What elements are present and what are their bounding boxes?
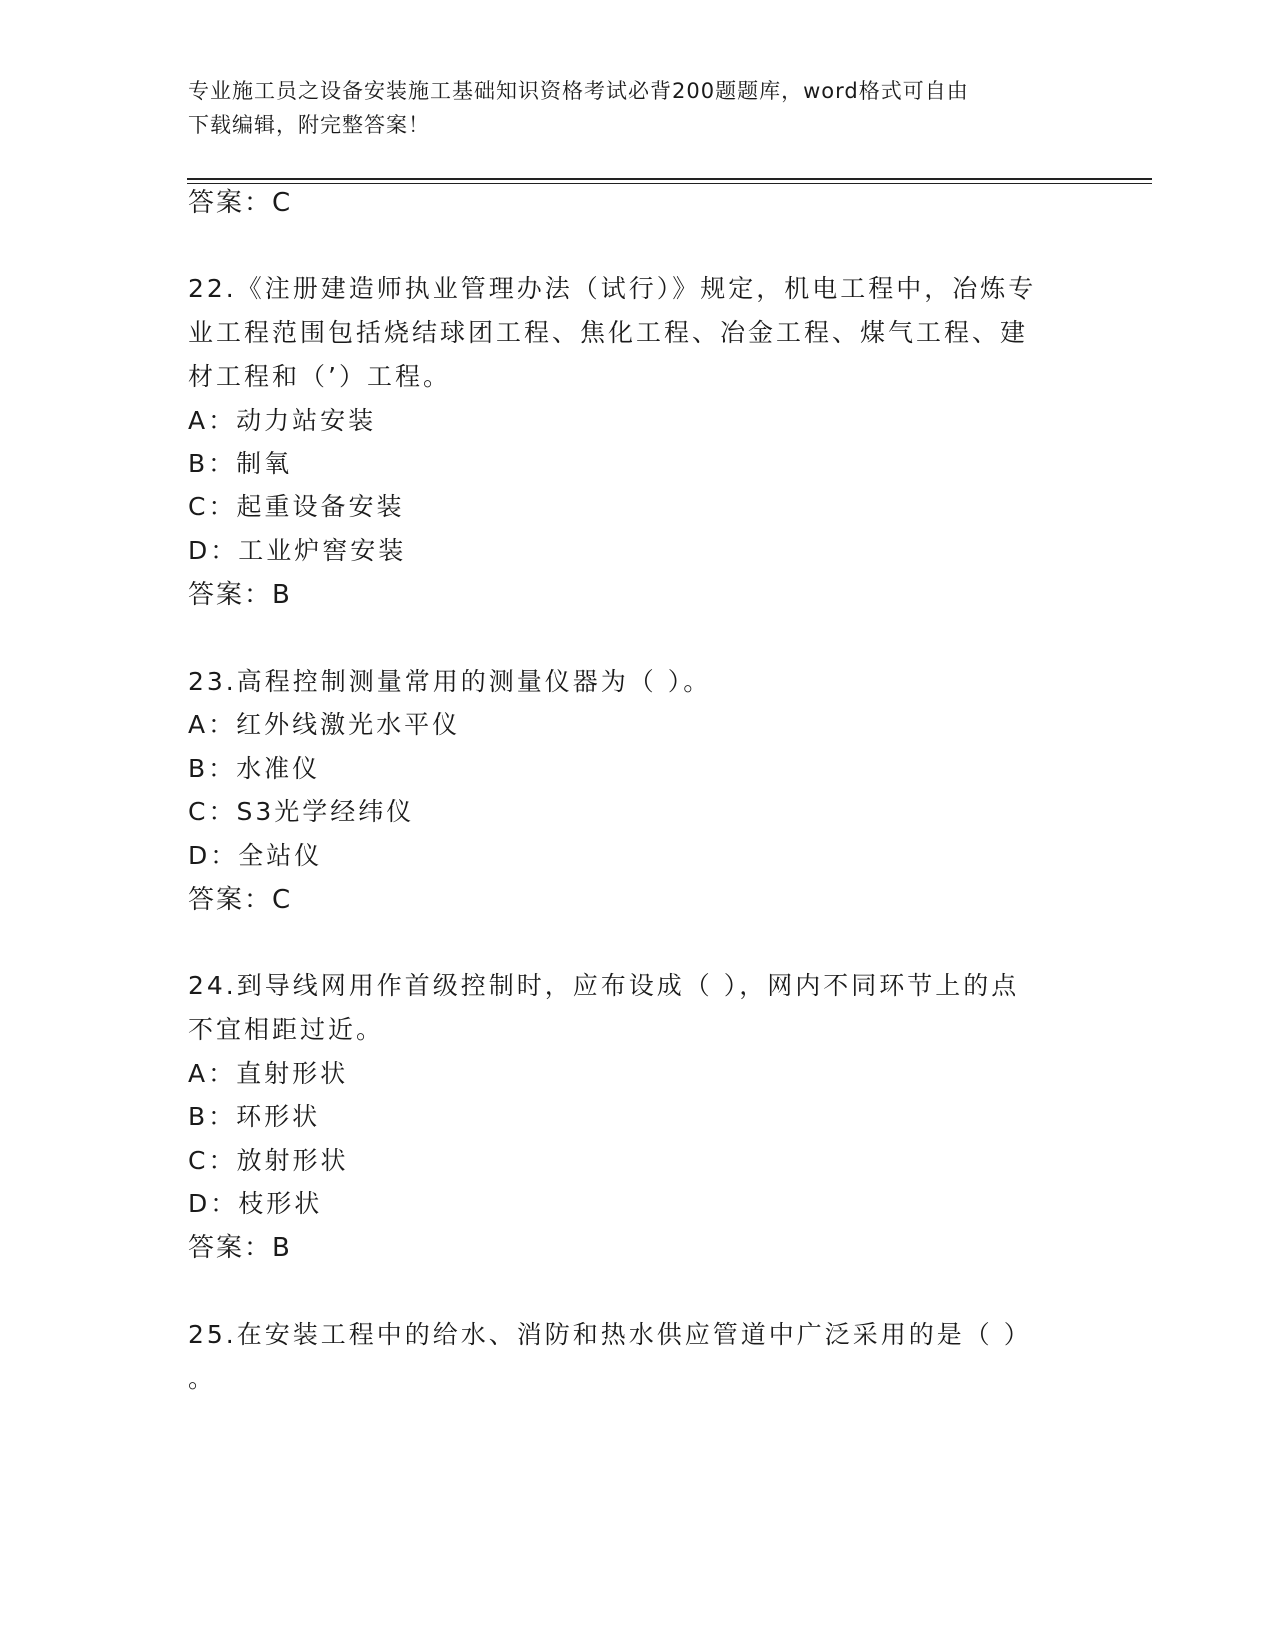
question-24-line-1: 24.到导线网用作首级控制时，应布设成（ ），网内不同环节上的点 <box>188 971 1020 1000</box>
question-22-option-d: D：工业炉窖安装 <box>188 536 407 565</box>
question-23-option-a: A：红外线激光水平仪 <box>188 710 461 739</box>
header-divider-thick <box>187 178 1152 180</box>
question-22-option-c: C：起重设备安装 <box>188 492 405 521</box>
question-25-line-2: 。 <box>188 1364 217 1393</box>
question-25-line-1: 25.在安装工程中的给水、消防和热水供应管道中广泛采用的是（ ） <box>188 1320 1032 1349</box>
question-22-line-3: 材工程和（’）工程。 <box>188 362 451 391</box>
question-24-option-c: C：放射形状 <box>188 1146 349 1175</box>
question-23-line-1: 23.高程控制测量常用的测量仪器为（ ）。 <box>188 667 712 696</box>
question-23-option-c: C：S3光学经纬仪 <box>188 797 415 826</box>
question-22-option-a: A：动力站安装 <box>188 406 377 435</box>
header-line-2: 下载编辑，附完整答案！ <box>188 113 430 137</box>
question-23-option-d: D：全站仪 <box>188 841 323 870</box>
previous-answer: 答案：C <box>188 188 293 218</box>
document-header <box>188 74 1068 142</box>
question-23-option-b: B：水准仪 <box>188 754 321 783</box>
question-22-line-2: 业工程范围包括烧结球团工程、焦化工程、冶金工程、煤气工程、建 <box>188 318 1029 347</box>
question-22-line-1: 22.《注册建造师执业管理办法（试行）》规定，机电工程中，冶炼专 <box>188 274 1037 303</box>
question-22-answer: 答案：B <box>188 580 292 610</box>
question-23-answer: 答案：C <box>188 885 293 915</box>
question-24-line-2: 不宜相距过近。 <box>188 1015 385 1044</box>
header-divider-thin <box>187 183 1152 184</box>
question-24-answer: 答案：B <box>188 1233 292 1263</box>
question-24-option-b: B：环形状 <box>188 1102 321 1131</box>
question-24-option-d: D：枝形状 <box>188 1189 323 1218</box>
header-line-1: 专业施工员之设备安装施工基础知识资格考试必背200题题库，word格式可自由 <box>188 79 969 103</box>
question-24-option-a: A：直射形状 <box>188 1059 349 1088</box>
question-22-option-b: B：制氧 <box>188 449 293 478</box>
